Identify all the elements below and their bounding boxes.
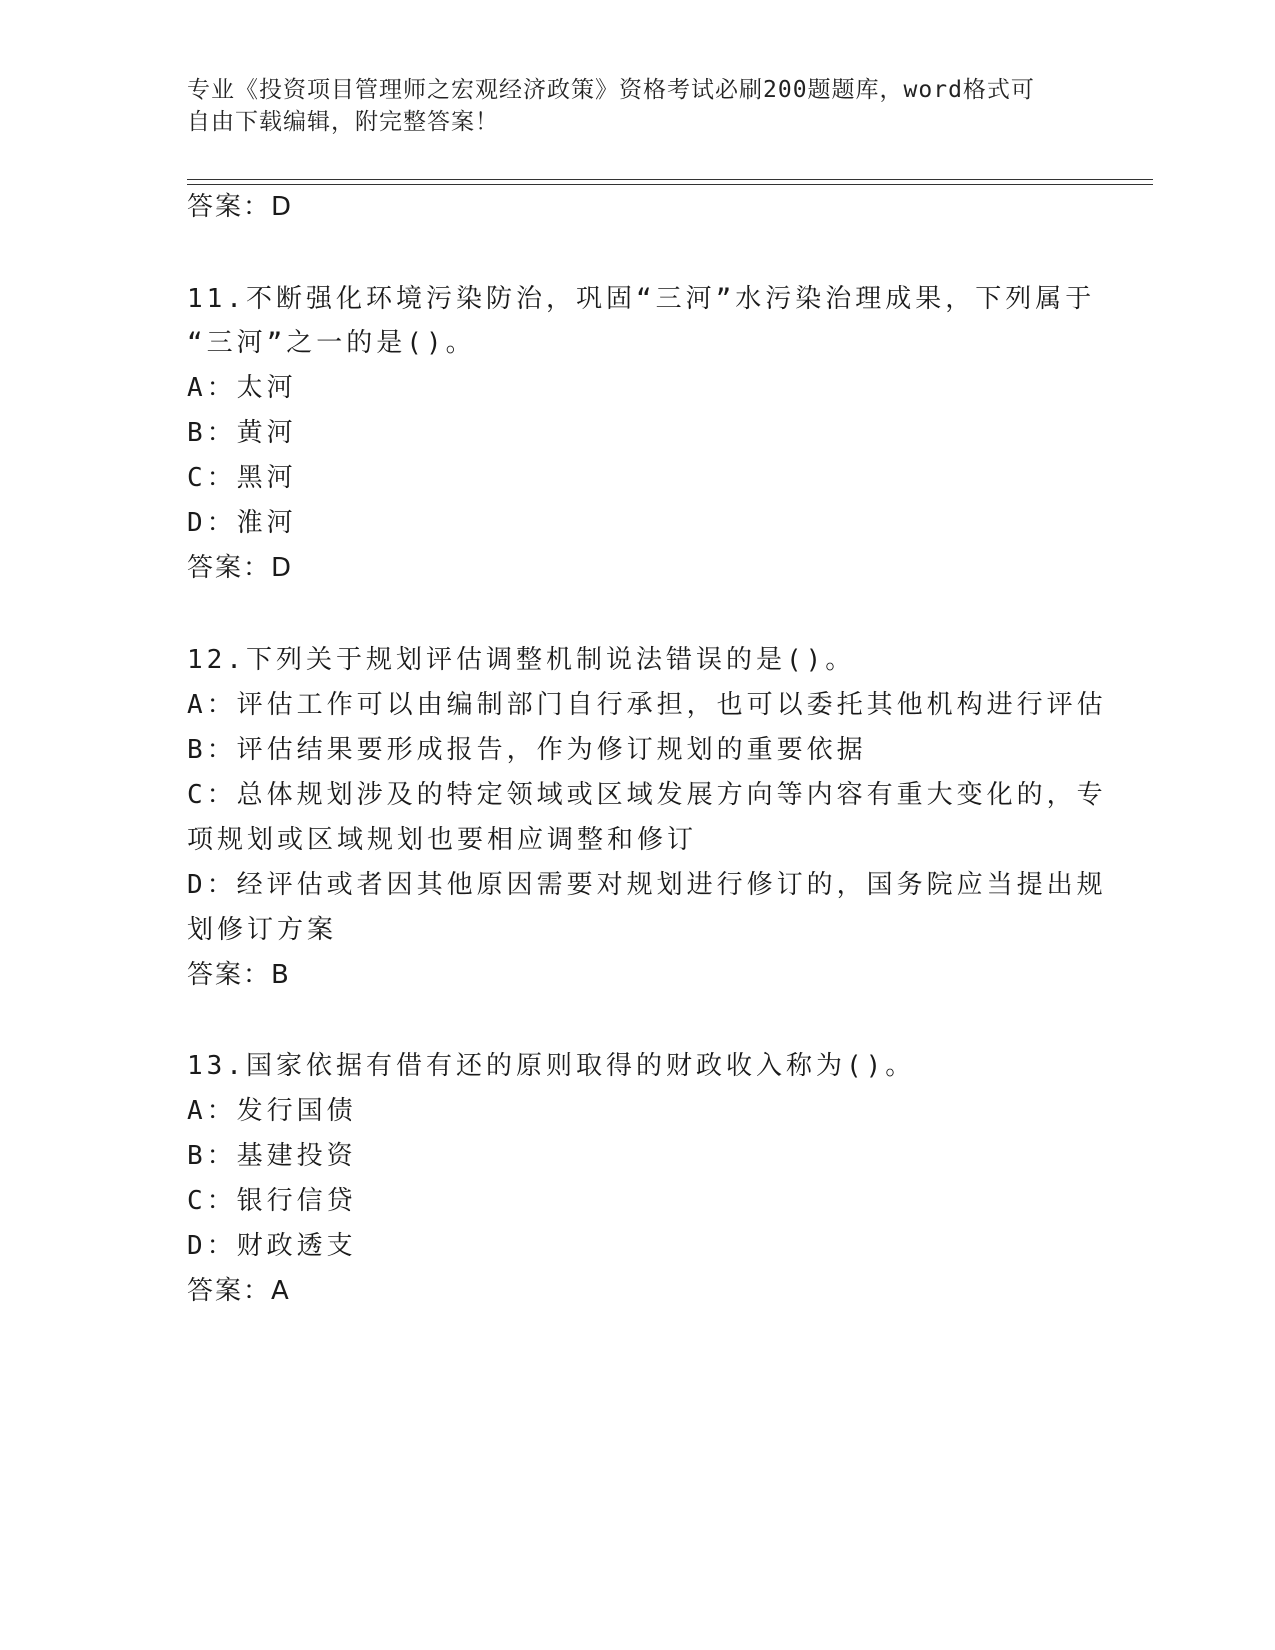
previous-question-answer: 答案：D [187, 192, 294, 222]
question-12-option-d-line-1: D：经评估或者因其他原因需要对规划进行修订的，国务院应当提出规 [187, 870, 1107, 900]
question-13-option-c: C：银行信贷 [187, 1186, 357, 1216]
header-line-2: 自由下载编辑，附完整答案！ [187, 109, 499, 135]
question-12-option-d-line-2: 划修订方案 [187, 915, 338, 945]
question-12-option-c-line-1: C：总体规划涉及的特定领域或区域发展方向等内容有重大变化的，专 [187, 780, 1107, 810]
question-12-option-c-line-2: 项规划或区域规划也要相应调整和修订 [187, 825, 698, 855]
question-11-option-b: B：黄河 [187, 418, 297, 448]
question-11-answer: 答案：D [187, 553, 294, 583]
question-13-stem: 13.国家依据有借有还的原则取得的财政收入称为()。 [187, 1051, 916, 1081]
question-11-stem-line-2: “三河”之一的是()。 [187, 328, 476, 358]
question-13-option-d: D：财政透支 [187, 1231, 357, 1261]
question-11-option-a: A：太河 [187, 373, 297, 403]
question-13-option-b: B：基建投资 [187, 1141, 357, 1171]
question-12-stem: 12.下列关于规划评估调整机制说法错误的是()。 [187, 645, 856, 675]
question-11-stem-line-1: 11.不断强化环境污染防治，巩固“三河”水污染治理成果，下列属于 [187, 284, 1096, 314]
header-divider-top [187, 179, 1153, 180]
question-11-option-c: C：黑河 [187, 463, 297, 493]
question-13-answer: 答案：A [187, 1276, 291, 1306]
header-divider-bottom [187, 184, 1153, 185]
question-12-answer: 答案：B [187, 960, 291, 990]
question-12-option-b: B：评估结果要形成报告，作为修订规划的重要依据 [187, 735, 867, 765]
document-header [187, 74, 1067, 138]
question-12-option-a: A：评估工作可以由编制部门自行承担，也可以委托其他机构进行评估 [187, 690, 1107, 720]
question-13-option-a: A：发行国债 [187, 1096, 357, 1126]
question-11-option-d: D：淮河 [187, 508, 297, 538]
header-line-1: 专业《投资项目管理师之宏观经济政策》资格考试必刷200题题库，word格式可 [187, 77, 1035, 103]
